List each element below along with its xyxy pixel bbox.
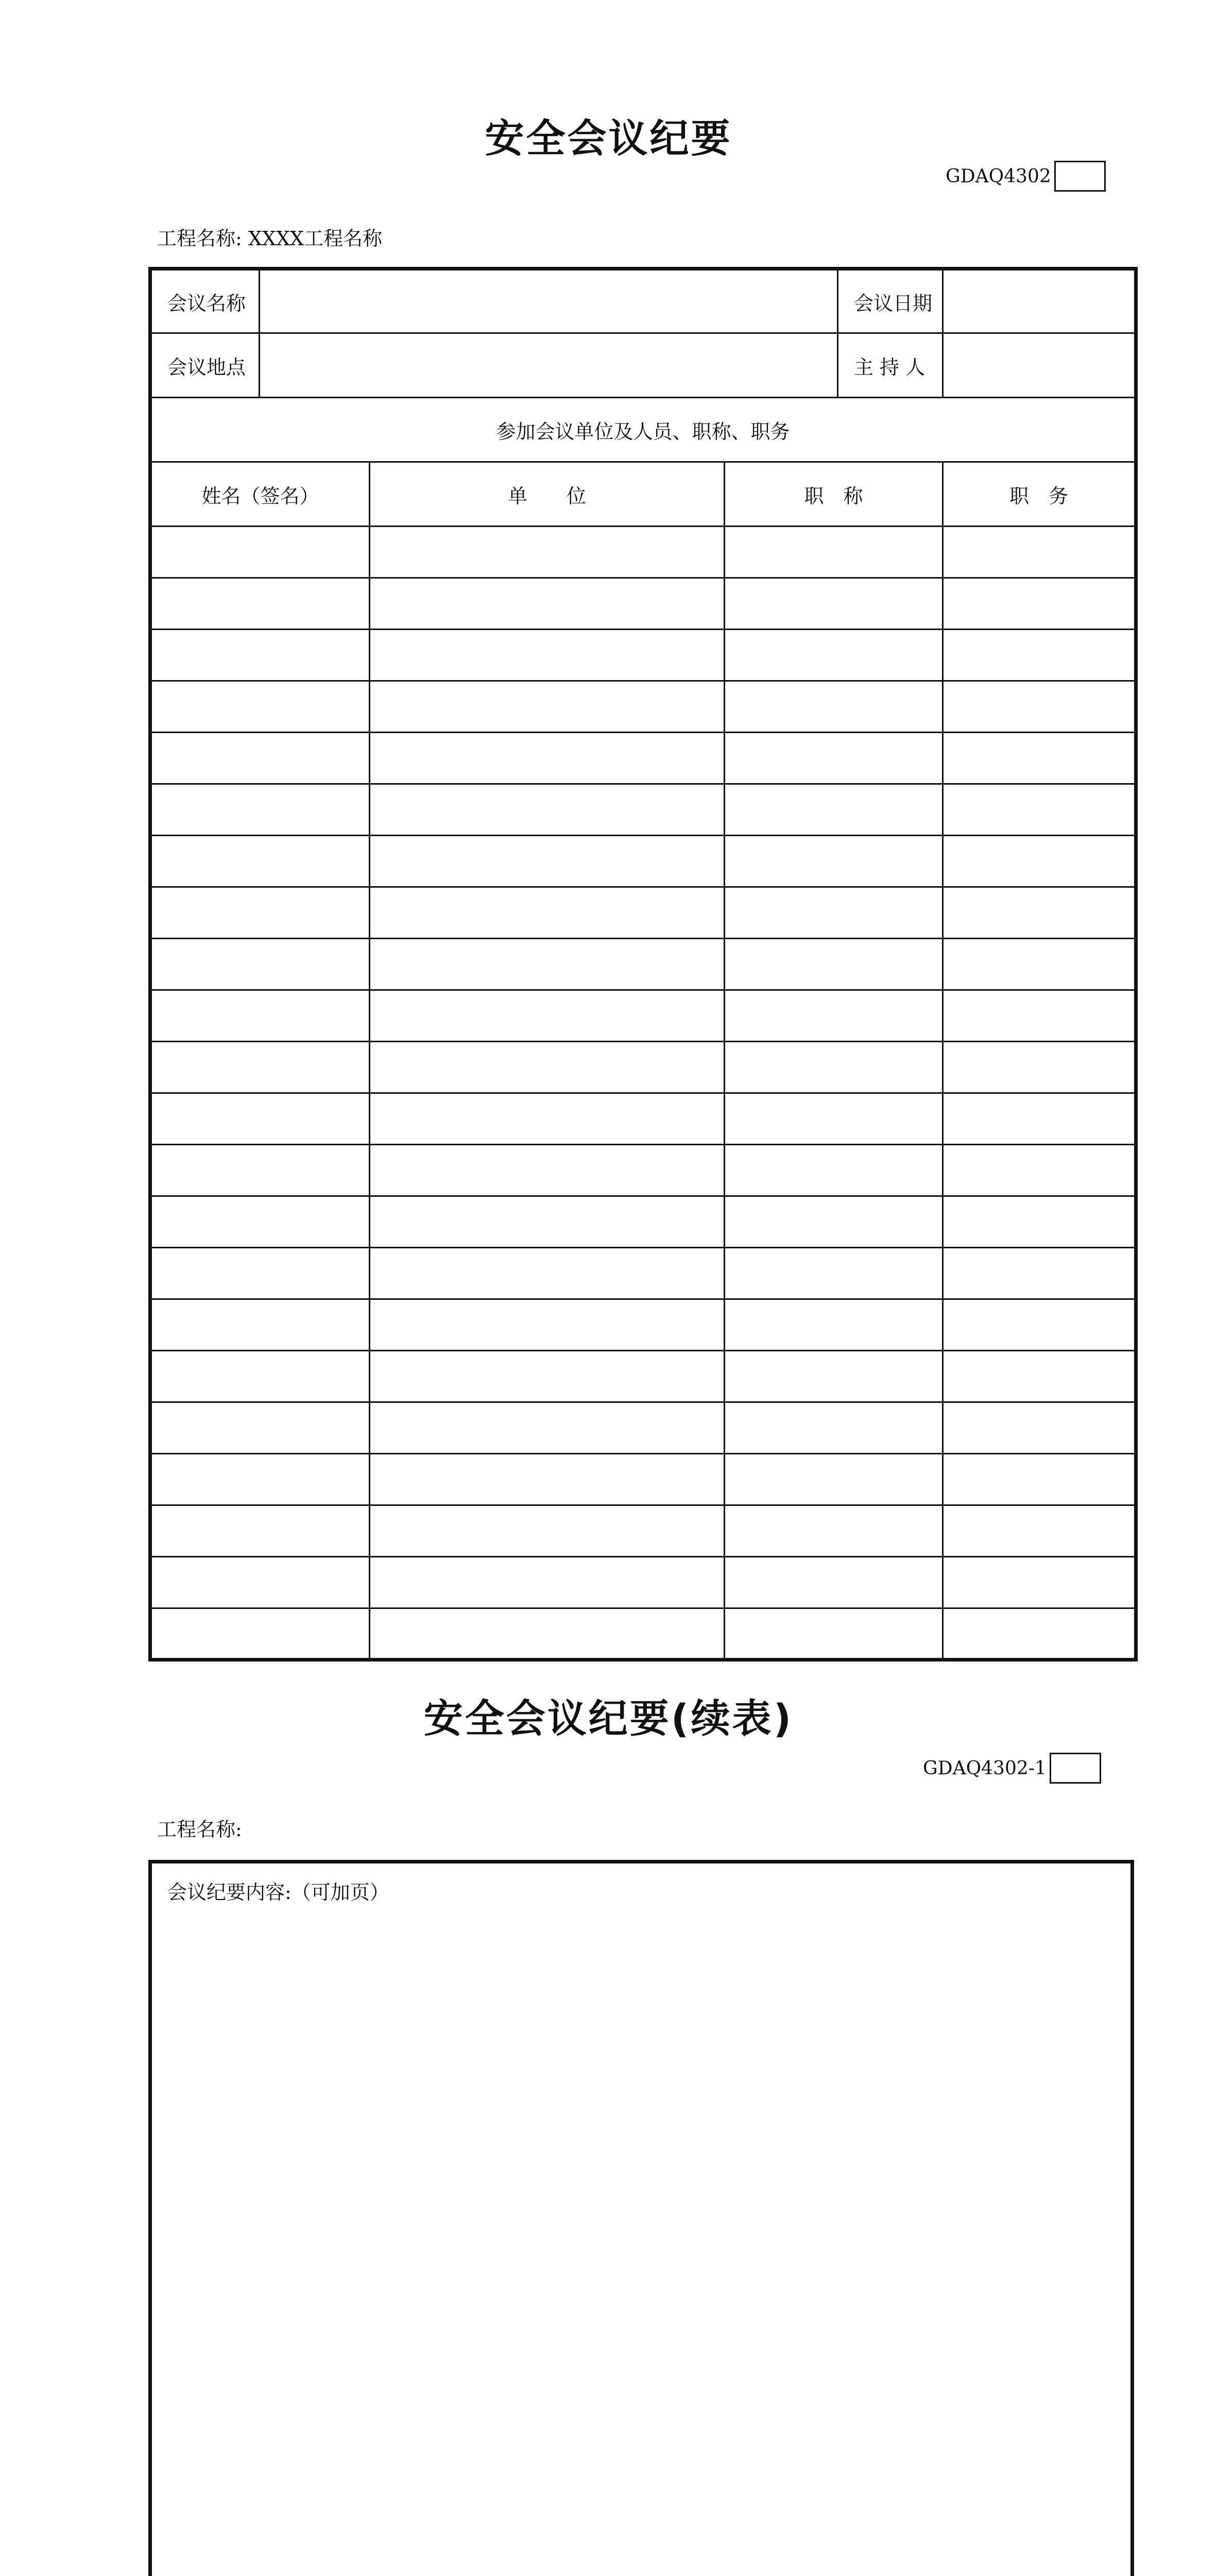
attendee-row [150, 681, 1136, 733]
attendee-name-cell[interactable] [150, 1454, 370, 1505]
meeting-place-field[interactable] [260, 333, 838, 398]
attendee-title-cell[interactable] [725, 1145, 943, 1196]
attendee-name-cell[interactable] [150, 1557, 370, 1608]
meeting-date-field[interactable] [943, 269, 1136, 333]
attendee-position-cell[interactable] [943, 836, 1136, 887]
attendee-position-cell[interactable] [943, 1196, 1136, 1248]
attendee-unit-cell[interactable] [370, 1454, 725, 1505]
attendee-title-cell[interactable] [725, 1402, 943, 1454]
attendee-title-cell[interactable] [725, 1351, 943, 1402]
attendee-row [150, 1351, 1136, 1402]
attendee-row [150, 630, 1136, 681]
attendee-title-cell[interactable] [725, 836, 943, 887]
attendee-row [150, 1505, 1136, 1557]
attendee-title-cell[interactable] [725, 1608, 943, 1660]
attendee-name-cell[interactable] [150, 1248, 370, 1299]
attendee-position-cell[interactable] [943, 1402, 1136, 1454]
attendee-position-cell[interactable] [943, 1093, 1136, 1145]
attendee-unit-cell[interactable] [370, 1505, 725, 1557]
attendee-row [150, 1248, 1136, 1299]
attendee-title-cell[interactable] [725, 1093, 943, 1145]
attendee-name-cell[interactable] [150, 1505, 370, 1557]
attendee-position-cell[interactable] [943, 1299, 1136, 1351]
attendee-position-cell[interactable] [943, 1454, 1136, 1505]
attendee-name-cell[interactable] [150, 1299, 370, 1351]
attendee-unit-cell[interactable] [370, 1557, 725, 1608]
attendee-row [150, 527, 1136, 578]
column-header-row [150, 462, 1136, 527]
attendee-row [150, 733, 1136, 784]
attendee-title-cell[interactable] [725, 887, 943, 939]
attendees-heading: 参加会议单位及人员、职称、职务 [150, 398, 1136, 462]
attendee-row [150, 939, 1136, 990]
attendee-position-cell[interactable] [943, 733, 1136, 784]
attendee-unit-cell[interactable] [370, 578, 725, 630]
attendee-unit-cell[interactable] [370, 1196, 725, 1248]
page-title: 安全会议纪要 [485, 115, 732, 161]
attendee-title-cell[interactable] [725, 630, 943, 681]
attendee-row [150, 1402, 1136, 1454]
attendee-row [150, 836, 1136, 887]
attendee-position-cell[interactable] [943, 1351, 1136, 1402]
attendee-position-cell[interactable] [943, 1042, 1136, 1093]
column-header-name: 姓名（签名） [150, 462, 370, 527]
attendee-title-cell[interactable] [725, 1454, 943, 1505]
continuation-form-code-label: GDAQ4302-1 [923, 1757, 1047, 1779]
attendee-name-cell[interactable] [150, 1093, 370, 1145]
host-field[interactable] [943, 333, 1136, 398]
attendee-row [150, 1196, 1136, 1248]
attendee-position-cell[interactable] [943, 1248, 1136, 1299]
attendee-name-cell[interactable] [150, 939, 370, 990]
attendee-title-cell[interactable] [725, 733, 943, 784]
attendee-unit-cell[interactable] [370, 733, 725, 784]
attendee-name-cell[interactable] [150, 1042, 370, 1093]
meeting-form-table [148, 267, 1138, 1662]
attendee-unit-cell[interactable] [370, 1402, 725, 1454]
attendee-name-cell[interactable] [150, 836, 370, 887]
attendee-title-cell[interactable] [725, 939, 943, 990]
attendee-position-cell[interactable] [943, 990, 1136, 1042]
attendee-name-cell[interactable] [150, 630, 370, 681]
attendee-position-cell[interactable] [943, 1505, 1136, 1557]
attendee-title-cell[interactable] [725, 1557, 943, 1608]
attendee-unit-cell[interactable] [370, 1248, 725, 1299]
attendee-position-cell[interactable] [943, 578, 1136, 630]
attendee-unit-cell[interactable] [370, 784, 725, 836]
attendee-row [150, 1299, 1136, 1351]
attendee-row [150, 578, 1136, 630]
attendee-position-cell[interactable] [943, 784, 1136, 836]
attendee-name-cell[interactable] [150, 578, 370, 630]
meeting-date-label: 会议日期 [838, 269, 943, 333]
attendee-title-cell[interactable] [725, 1248, 943, 1299]
attendee-unit-cell[interactable] [370, 1608, 725, 1660]
attendee-title-cell[interactable] [725, 681, 943, 733]
attendee-name-cell[interactable] [150, 1196, 370, 1248]
attendee-position-cell[interactable] [943, 939, 1136, 990]
meeting-place-row [150, 333, 1136, 398]
attendee-unit-cell[interactable] [370, 990, 725, 1042]
attendee-rows [150, 527, 1136, 1660]
continuation-form-code-box[interactable] [1050, 1753, 1101, 1784]
attendee-row [150, 784, 1136, 836]
attendee-title-cell[interactable] [725, 1042, 943, 1093]
attendee-name-cell[interactable] [150, 784, 370, 836]
attendee-position-cell[interactable] [943, 887, 1136, 939]
project-name: 工程名称: XXXX工程名称 [157, 227, 383, 250]
attendee-position-cell[interactable] [943, 681, 1136, 733]
attendee-unit-cell[interactable] [370, 836, 725, 887]
attendee-name-cell[interactable] [150, 1145, 370, 1196]
attendee-position-cell[interactable] [943, 1557, 1136, 1608]
attendee-title-cell[interactable] [725, 990, 943, 1042]
attendee-name-cell[interactable] [150, 1351, 370, 1402]
attendee-unit-cell[interactable] [370, 887, 725, 939]
meeting-name-label: 会议名称 [150, 269, 260, 333]
attendee-unit-cell[interactable] [370, 1145, 725, 1196]
attendee-name-cell[interactable] [150, 527, 370, 578]
attendee-name-cell[interactable] [150, 1608, 370, 1660]
attendee-row [150, 1145, 1136, 1196]
column-header-unit: 单 位 [370, 462, 725, 527]
attendee-title-cell[interactable] [725, 1505, 943, 1557]
attendee-title-cell[interactable] [725, 578, 943, 630]
attendee-name-cell[interactable] [150, 1402, 370, 1454]
attendee-unit-cell[interactable] [370, 681, 725, 733]
attendee-title-cell[interactable] [725, 1299, 943, 1351]
meeting-content-label: 会议纪要内容:（可加页） [167, 1881, 389, 1904]
meeting-place-label: 会议地点 [150, 333, 260, 398]
meeting-name-field[interactable] [260, 269, 838, 333]
attendee-row [150, 1093, 1136, 1145]
attendee-row [150, 887, 1136, 939]
meeting-name-row [150, 269, 1136, 333]
form-code-label: GDAQ4302 [946, 165, 1051, 187]
attendee-name-cell[interactable] [150, 887, 370, 939]
attendee-unit-cell[interactable] [370, 1042, 725, 1093]
form-code [946, 161, 1106, 192]
attendee-row [150, 1557, 1136, 1608]
attendee-unit-cell[interactable] [370, 1351, 725, 1402]
column-header-position: 职 务 [943, 462, 1136, 527]
attendee-unit-cell[interactable] [370, 1093, 725, 1145]
attendee-title-cell[interactable] [725, 784, 943, 836]
attendee-row [150, 1454, 1136, 1505]
attendee-row [150, 1608, 1136, 1660]
attendee-title-cell[interactable] [725, 527, 943, 578]
continuation-title: 安全会议纪要(续表) [423, 1696, 794, 1741]
attendee-row [150, 1042, 1136, 1093]
column-header-title: 职 称 [725, 462, 943, 527]
attendee-title-cell[interactable] [725, 1196, 943, 1248]
meeting-content-box[interactable] [148, 1860, 1134, 2576]
attendee-unit-cell[interactable] [370, 1299, 725, 1351]
form-code-box[interactable] [1054, 161, 1106, 192]
attendee-position-cell[interactable] [943, 527, 1136, 578]
attendee-position-cell[interactable] [943, 1608, 1136, 1660]
continuation-project-name: 工程名称: [157, 1818, 242, 1841]
attendees-heading-row [150, 398, 1136, 462]
attendee-unit-cell[interactable] [370, 527, 725, 578]
attendee-name-cell[interactable] [150, 990, 370, 1042]
attendee-unit-cell[interactable] [370, 939, 725, 990]
attendee-unit-cell[interactable] [370, 630, 725, 681]
host-label: 主 持 人 [838, 333, 943, 398]
continuation-form-code [923, 1753, 1101, 1784]
attendee-position-cell[interactable] [943, 630, 1136, 681]
attendee-row [150, 990, 1136, 1042]
attendee-name-cell[interactable] [150, 681, 370, 733]
attendee-position-cell[interactable] [943, 1145, 1136, 1196]
attendee-name-cell[interactable] [150, 733, 370, 784]
